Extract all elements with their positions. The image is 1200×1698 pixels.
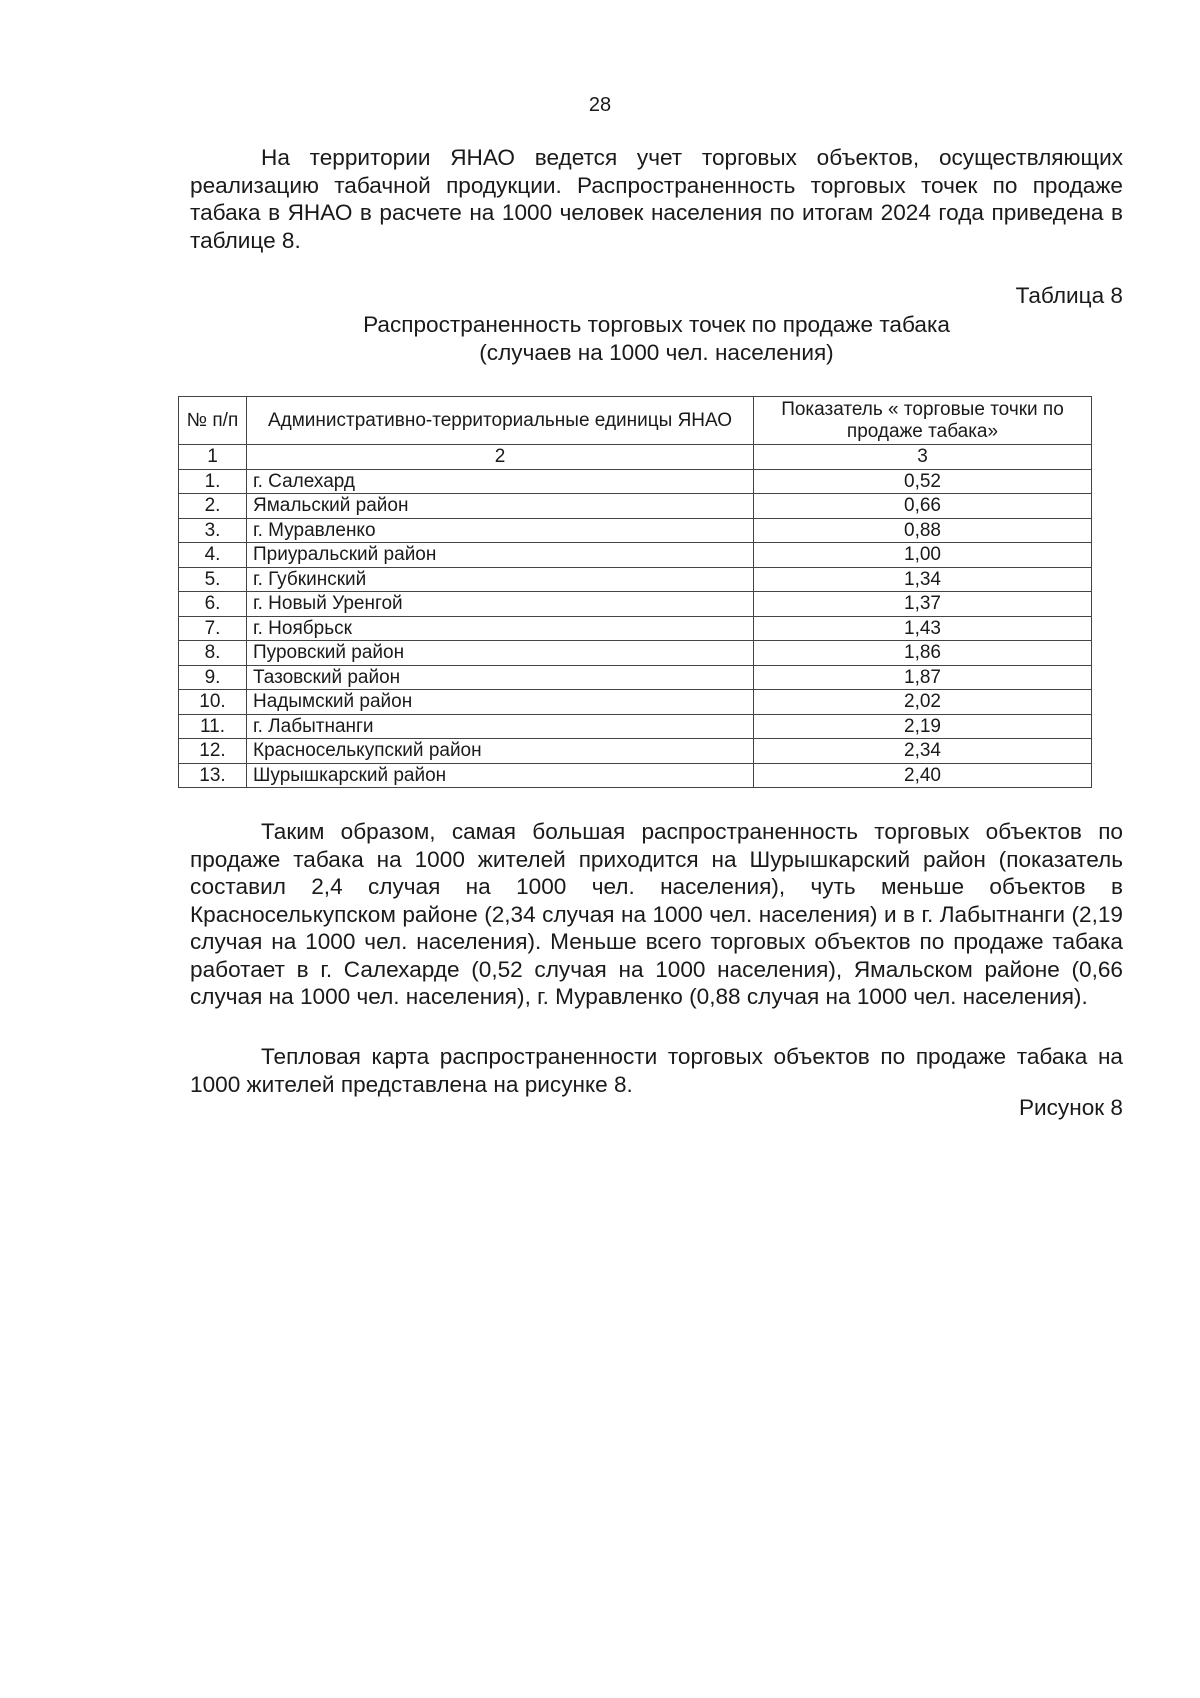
intro-paragraph: На территории ЯНАО ведется учет торговых объектов, осуществляющих реализацию табачной продукции. Распространенность торговых точек по продаже табака в ЯНАО в расчете на 1000 человек населения по итогам 2024 года приведена в таблице 8. bbox=[190, 145, 1123, 253]
row-unit-name: Надымский район bbox=[247, 690, 754, 715]
row-number: 2. bbox=[179, 494, 247, 519]
table-title-line2: (случаев на 1000 чел. населения) bbox=[479, 340, 834, 365]
row-unit-name: г. Ноябрьск bbox=[247, 616, 754, 641]
header-number: № п/п bbox=[179, 397, 247, 445]
row-number: 4. bbox=[179, 543, 247, 568]
table-row bbox=[179, 543, 1092, 568]
row-value: 2,02 bbox=[754, 690, 1092, 715]
table-row bbox=[179, 763, 1092, 788]
row-unit-name: Красноселькупский район bbox=[247, 739, 754, 764]
table-title-line1: Распространенность торговых точек по продаже табака bbox=[363, 312, 950, 337]
row-value: 2,19 bbox=[754, 714, 1092, 739]
row-unit-name: Тазовский район bbox=[247, 665, 754, 690]
table-row bbox=[179, 494, 1092, 519]
row-unit-name: г. Салехард bbox=[247, 469, 754, 494]
row-number: 11. bbox=[179, 714, 247, 739]
table-title bbox=[190, 311, 1123, 367]
row-value: 0,66 bbox=[754, 494, 1092, 519]
row-number: 3. bbox=[179, 518, 247, 543]
row-number: 5. bbox=[179, 567, 247, 592]
table-row bbox=[179, 592, 1092, 617]
row-number: 1. bbox=[179, 469, 247, 494]
row-unit-name: г. Новый Уренгой bbox=[247, 592, 754, 617]
row-value: 1,00 bbox=[754, 543, 1092, 568]
table-row bbox=[179, 616, 1092, 641]
column-numbering-row bbox=[179, 445, 1092, 470]
column-number-2: 2 bbox=[247, 445, 754, 470]
table-caption: Таблица 8 bbox=[1015, 283, 1123, 308]
row-unit-name: Ямальский район bbox=[247, 494, 754, 519]
conclusion-paragraph: Таким образом, самая большая распространенность торговых объектов по продаже табака на 1000 жителей приходится на Шурышкарский район (показатель составил 2,4 случая на 1000 чел. населения), чуть меньше объектов в Красноселькупском районе (2,34 случая на 1000 чел. населения) и в г. Лабытнанги (2,19 случая на 1000 чел. населения). Меньше всего торговых объектов по продаже табака работает в г. Салехарде (0,52 случая на 1000 населения), Ямальском районе (0,66 случая на 1000 чел. населения), г. Муравленко (0,88 случая на 1000 чел. населения). bbox=[190, 819, 1123, 1009]
row-number: 7. bbox=[179, 616, 247, 641]
row-number: 12. bbox=[179, 739, 247, 764]
row-unit-name: Приуральский район bbox=[247, 543, 754, 568]
column-number-3: 3 bbox=[754, 445, 1092, 470]
page-number: 28 bbox=[588, 94, 612, 116]
row-number: 10. bbox=[179, 690, 247, 715]
table-row bbox=[179, 739, 1092, 764]
row-value: 1,43 bbox=[754, 616, 1092, 641]
row-number: 9. bbox=[179, 665, 247, 690]
table-row bbox=[179, 714, 1092, 739]
table-row bbox=[179, 469, 1092, 494]
row-value: 1,86 bbox=[754, 641, 1092, 666]
table-row bbox=[179, 518, 1092, 543]
header-indicator: Показатель « торговые точки по продаже табака» bbox=[754, 397, 1092, 445]
data-table bbox=[178, 396, 1092, 788]
row-value: 2,34 bbox=[754, 739, 1092, 764]
row-unit-name: Пуровский район bbox=[247, 641, 754, 666]
table-header-row bbox=[179, 397, 1092, 445]
heatmap-paragraph: Тепловая карта распространенности торговых объектов по продаже табака на 1000 жителей представлена на рисунке 8. bbox=[190, 1044, 1123, 1097]
row-unit-name: г. Губкинский bbox=[247, 567, 754, 592]
row-value: 1,87 bbox=[754, 665, 1092, 690]
table-row bbox=[179, 665, 1092, 690]
row-value: 0,52 bbox=[754, 469, 1092, 494]
table-row bbox=[179, 567, 1092, 592]
row-value: 1,37 bbox=[754, 592, 1092, 617]
row-unit-name: г. Лабытнанги bbox=[247, 714, 754, 739]
row-value: 1,34 bbox=[754, 567, 1092, 592]
row-value: 2,40 bbox=[754, 763, 1092, 788]
table-row bbox=[179, 690, 1092, 715]
header-unit: Административно-территориальные единицы ЯНАО bbox=[247, 397, 754, 445]
row-value: 0,88 bbox=[754, 518, 1092, 543]
row-number: 6. bbox=[179, 592, 247, 617]
row-number: 8. bbox=[179, 641, 247, 666]
figure-caption: Рисунок 8 bbox=[1018, 1095, 1123, 1120]
row-number: 13. bbox=[179, 763, 247, 788]
row-unit-name: Шурышкарский район bbox=[247, 763, 754, 788]
table-row bbox=[179, 641, 1092, 666]
column-number-1: 1 bbox=[179, 445, 247, 470]
row-unit-name: г. Муравленко bbox=[247, 518, 754, 543]
